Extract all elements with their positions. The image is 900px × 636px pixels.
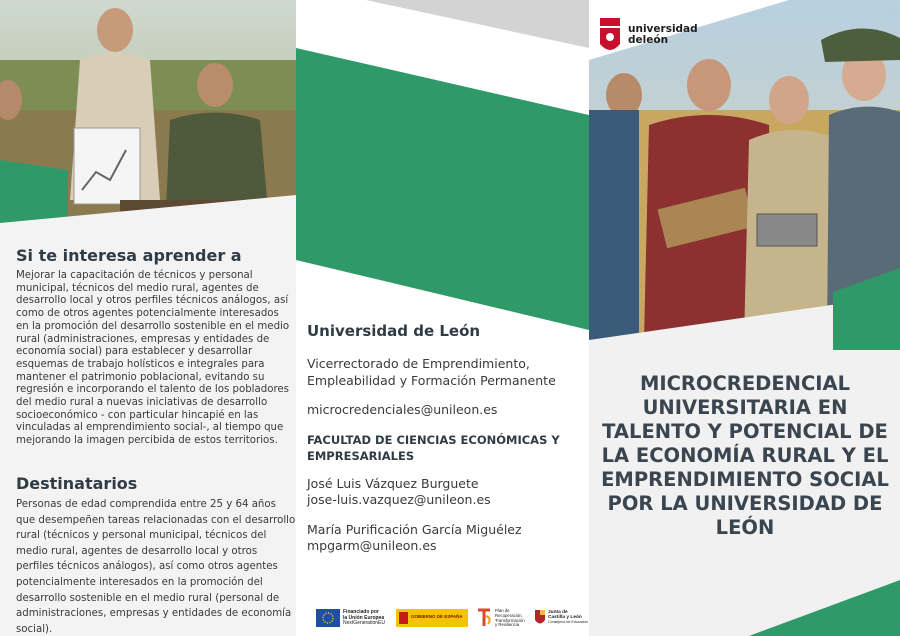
faculty-name: FACULTAD DE CIENCIAS ECONÓMICAS Y EMPRESARIALES bbox=[307, 433, 560, 463]
eu-funding-logo bbox=[316, 607, 390, 631]
contact-2-name: María Purificación García Miguélez bbox=[307, 522, 522, 537]
contact-1-name: José Luis Vázquez Burguete bbox=[307, 476, 479, 491]
junta-shield-icon bbox=[534, 609, 546, 627]
plan-line3: Transformación bbox=[495, 617, 525, 623]
left-panel bbox=[0, 0, 296, 636]
spain-gov-logo bbox=[396, 607, 468, 631]
recovery-plan-logo bbox=[476, 607, 530, 631]
contact-1-email[interactable]: jose-luis.vazquez@unileon.es bbox=[307, 492, 491, 507]
junta-line2: Castilla y León bbox=[548, 615, 582, 621]
program-title: MICROCREDENCIAL UNIVERSITARIA EN TALENTO Y POTENCIAL DE LA ECONOMÍA RURAL Y EL EMPRENDIMIENTO SOCIAL POR LA UNIVERSIDAD DE LEÓN bbox=[601, 372, 889, 539]
contact-2 bbox=[307, 522, 522, 554]
vice-rectorate: Vicerrectorado de Emprendimiento, Empleabilidad y Formación Permanente bbox=[307, 356, 556, 388]
recovery-plan-icon bbox=[476, 608, 492, 628]
learn-heading: Si te interesa aprender a bbox=[16, 246, 242, 265]
eu-flag-icon bbox=[316, 609, 340, 627]
eu-line1: Financiado por bbox=[343, 609, 379, 615]
junta-line3: Consejería de Educación bbox=[548, 620, 589, 625]
logo-line1: universidad bbox=[628, 23, 698, 35]
center-panel bbox=[296, 0, 589, 636]
recipients-body: Personas de edad comprendida entre 25 y 64 años que desempeñen tareas relacionadas con el desarrollo rural (técnicos y personal municipal, técnicos del medio rural, agentes de desarrollo local y otros perfiles técnicos análogos), así como otros agentes potencialmente interesados en la promoción del desarrollo sostenible en el medio rural (personal de administraciones, empresas y entidades de economía social). bbox=[16, 499, 296, 635]
plan-line2: Recuperación, bbox=[495, 612, 523, 618]
plan-line1: Plan de bbox=[495, 608, 510, 613]
green-band bbox=[296, 0, 589, 330]
eu-line3: NextGenerationEU bbox=[343, 620, 385, 626]
gov-text: GOBIERNO DE ESPAÑA bbox=[411, 614, 463, 619]
junta-line1: Junta de bbox=[548, 610, 568, 615]
university-crest-icon bbox=[598, 18, 622, 56]
learn-body: Mejorar la capacitación de técnicos y personal municipal, técnicos del medio rural, agentes de desarrollo local y otros perfiles técnicos análogos, así como de otros agentes potencialmente interesados en la promoción del desarrollo sostenible en el medio rural (administraciones, empresas y entidades de economía social) para establecer y desarrollar esquemas de trabajo holísticos e integrales para mantener el patrimonio poblacional, evitando su regresión e incorporando el talento de los pobladores del medio rural a nuevas iniciativas de desarrollo socioeconómico - con particular hincapié en las vinculadas al emprendimiento social-, al tiempo que mejorando la imagen percibida de estos territorios. bbox=[16, 270, 290, 447]
junta-logo bbox=[534, 607, 589, 631]
contact-email[interactable]: microcredenciales@unileon.es bbox=[307, 402, 498, 417]
right-panel bbox=[589, 0, 900, 636]
eu-line2: la Unión Europea bbox=[343, 614, 385, 621]
contact-1 bbox=[307, 476, 491, 508]
logo-line2: deleón bbox=[628, 34, 669, 46]
plan-line4: y Resiliencia bbox=[495, 622, 520, 628]
recipients-heading: Destinatarios bbox=[16, 474, 138, 493]
university-name: Universidad de León bbox=[307, 322, 481, 340]
contact-2-email[interactable]: mpgarm@unileon.es bbox=[307, 538, 437, 553]
right-panel-shapes bbox=[589, 0, 900, 636]
university-logo-text bbox=[628, 24, 698, 46]
